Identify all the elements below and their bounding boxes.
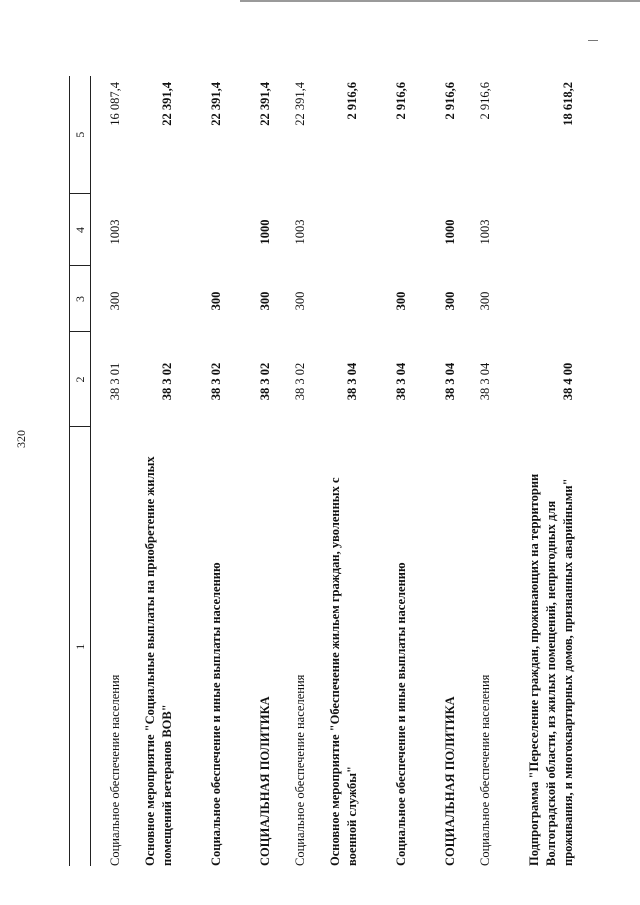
row-section-cell <box>524 266 579 332</box>
header-row <box>70 76 91 866</box>
row-code-cell: 38 3 04 <box>478 362 492 401</box>
row-amount-cell: 18 618,2 <box>561 82 575 126</box>
table-body <box>91 76 580 866</box>
table-row <box>140 76 178 866</box>
header-col-5: 5 <box>70 76 91 194</box>
row-kind-cell: 1003 <box>108 219 122 245</box>
scan-dash <box>588 40 598 41</box>
row-spacer <box>377 76 391 866</box>
table-row <box>290 76 311 866</box>
row-spacer <box>412 76 426 866</box>
row-code-cell: 38 3 01 <box>108 362 122 401</box>
row-code-cell: 38 3 04 <box>394 362 408 401</box>
row-spacer <box>510 76 524 866</box>
table-row <box>524 76 579 866</box>
row-spacer <box>227 76 241 866</box>
budget-table <box>69 76 579 866</box>
row-amount-cell: 22 391,4 <box>160 82 174 126</box>
row-name-cell: СОЦИАЛЬНАЯ ПОЛИТИКА <box>443 696 457 866</box>
row-section-cell: 300 <box>478 291 492 311</box>
row-amount-cell: 2 916,6 <box>394 82 408 120</box>
row-code-cell: 38 3 02 <box>258 362 272 401</box>
row-spacer <box>496 76 510 866</box>
row-name-cell: Основное мероприятие "Обеспечение жильем граждан, уволенных с военной службы" <box>328 477 359 866</box>
row-spacer <box>363 76 377 866</box>
row-name-cell: Социальное обеспечение населения <box>478 674 492 866</box>
table-row <box>105 76 126 866</box>
header-col-1: 1 <box>70 427 91 866</box>
page-number: 320 <box>14 430 28 448</box>
row-name-cell: Социальное обеспечение и иные выплаты населению <box>394 562 408 866</box>
row-amount-cell: 2 916,6 <box>478 82 492 120</box>
row-section-cell <box>140 266 178 332</box>
row-code-cell: 38 3 04 <box>345 362 359 401</box>
row-spacer <box>276 76 290 866</box>
header-col-4: 4 <box>70 194 91 266</box>
row-spacer <box>426 76 440 866</box>
row-spacer <box>311 76 325 866</box>
header-col-3: 3 <box>70 266 91 332</box>
row-section-cell: 300 <box>293 291 307 311</box>
row-kind-cell <box>206 194 227 266</box>
row-section-cell: 300 <box>258 291 272 311</box>
table-row <box>391 76 412 866</box>
row-spacer <box>91 76 106 866</box>
row-spacer <box>461 76 475 866</box>
row-code-cell: 38 4 00 <box>561 362 575 401</box>
row-name-cell: Основное мероприятие "Социальные выплаты на приобретение жилых помещений ветеранов ВОВ" <box>143 456 174 866</box>
row-kind-cell <box>140 194 178 266</box>
table-row <box>475 76 496 866</box>
row-name-cell: Социальное обеспечение и иные выплаты населению <box>209 562 223 866</box>
row-kind-cell: 1000 <box>258 219 272 245</box>
row-spacer <box>241 76 255 866</box>
header-col-2: 2 <box>70 332 91 427</box>
table-row <box>206 76 227 866</box>
row-kind-cell <box>391 194 412 266</box>
row-section-cell <box>325 266 363 332</box>
scan-edge-line <box>240 0 640 2</box>
row-name-cell: Социальное обеспечение населения <box>293 674 307 866</box>
row-code-cell: 38 3 04 <box>443 362 457 401</box>
row-spacer <box>126 76 140 866</box>
row-amount-cell: 22 391,4 <box>209 82 223 126</box>
row-kind-cell: 1003 <box>293 219 307 245</box>
table-row <box>440 76 461 866</box>
row-name-cell: Подпрограмма "Переселение граждан, проживающих на территории Волгоградской области, из жилых помещений, непригодных для проживания, и многоквартирных домов, признанных аварийными" <box>527 473 575 866</box>
table-row <box>325 76 363 866</box>
row-section-cell: 300 <box>443 291 457 311</box>
row-kind-cell: 1000 <box>443 219 457 245</box>
row-spacer <box>178 76 192 866</box>
rotated-document <box>69 76 575 866</box>
row-kind-cell <box>524 194 579 266</box>
row-code-cell: 38 3 02 <box>209 362 223 401</box>
row-section-cell: 300 <box>209 291 223 311</box>
row-amount-cell: 22 391,4 <box>293 82 307 126</box>
row-kind-cell: 1003 <box>478 219 492 245</box>
row-code-cell: 38 3 02 <box>293 362 307 401</box>
row-kind-cell <box>325 194 363 266</box>
row-amount-cell: 2 916,6 <box>345 82 359 120</box>
row-amount-cell: 16 087,4 <box>108 82 122 126</box>
table-row <box>255 76 276 866</box>
row-spacer <box>192 76 206 866</box>
row-section-cell: 300 <box>394 291 408 311</box>
row-name-cell: СОЦИАЛЬНАЯ ПОЛИТИКА <box>258 696 272 866</box>
row-name-cell: Социальное обеспечение населения <box>108 674 122 866</box>
row-amount-cell: 22 391,4 <box>258 82 272 126</box>
row-amount-cell: 2 916,6 <box>443 82 457 120</box>
row-code-cell: 38 3 02 <box>160 362 174 401</box>
row-section-cell: 300 <box>108 291 122 311</box>
